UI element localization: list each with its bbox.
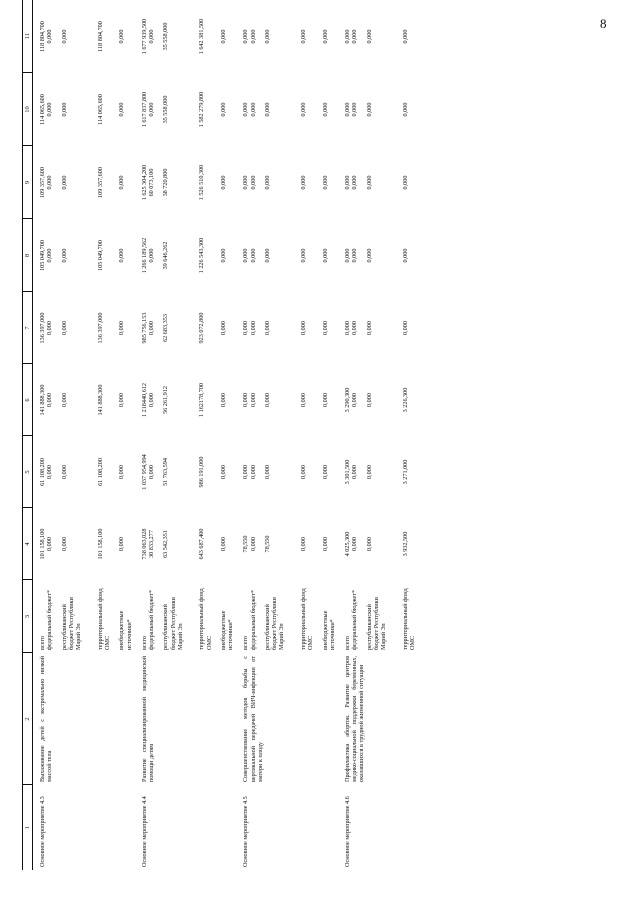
year-amounts [236,508,338,580]
amount-value: 62 683,353 [162,314,170,342]
year-amounts [135,219,237,292]
amount-value: 1 642 381,500 [198,18,206,55]
amount-value: 0,000 [118,175,126,190]
amount-value: 0,000 [263,248,271,263]
year-amounts [338,0,425,73]
amount-value: 0,000 [321,248,329,263]
amount-value: 0,000 [219,321,227,335]
amount-value: 0,000 [351,465,359,479]
amount-value: 0,000 [401,29,409,44]
amount-value: 141 888,300 [96,384,104,416]
year-amounts [33,73,135,146]
amount-value: 0,000 [60,248,68,263]
amount-value: 0,000 [351,321,359,335]
year-amounts [236,219,338,292]
amount-value: 0,000 [299,248,307,263]
amount-value: 0,000 [299,29,307,44]
amount-value: 0,000 [365,175,373,190]
table-row [338,0,425,870]
amount-value: 105 049,700 [39,240,47,271]
amount-value: 0,000 [118,465,126,479]
amount-value: 0,000 [118,29,126,44]
year-amounts [33,436,135,508]
amount-value: 1 162178,700 [198,382,206,418]
column-header: 7 [23,292,33,364]
amount-value: 109 357,600 [96,167,104,198]
amount-value: 0,000 [46,537,54,551]
year-amounts [338,364,425,436]
activity-code: Основное мероприятие 4.5 [242,796,250,867]
amount-value: 1 677 939,500 [140,18,148,55]
amount-value: 0,000 [60,465,68,479]
amount-value: 0,000 [249,102,257,117]
amount-value: 35 558,000 [162,95,170,124]
amount-value: 118 804,700 [96,21,104,52]
amount-value: 0,000 [299,175,307,190]
year-amounts [236,292,338,364]
column-header: 2 [23,653,33,785]
amount-value: 0,000 [299,537,307,551]
funding-source-label: всего [140,636,148,650]
amount-value: 0,000 [351,29,359,44]
amount-value: 114 065,600 [39,94,47,125]
column-header: 4 [23,508,33,580]
amount-value: 0,000 [351,102,359,117]
amount-value: 3 271,000 [401,459,409,485]
amount-value: 643 687,400 [198,528,206,560]
amount-value: 101 158,100 [96,528,104,560]
column-header: 5 [23,436,33,508]
year-amounts [33,0,135,73]
amount-value: 141 888,300 [39,384,47,416]
year-amounts [135,73,237,146]
amount-value: 56 261,912 [162,386,170,414]
amount-value: 0,000 [242,321,250,335]
amount-value: 1 617 837,800 [140,91,148,128]
amount-value: 0,000 [343,29,351,44]
funding-source-label: федеральный бюджет* [249,589,257,650]
amount-value: 0,000 [60,175,68,190]
amount-value: 1 037 954,994 [140,454,148,490]
amount-value: 0,000 [148,465,155,479]
amount-value: 0,000 [263,465,271,479]
amount-value: 0,000 [242,393,250,407]
column-header: 1 [23,785,33,870]
amount-value: 0,000 [321,321,329,335]
year-amounts [338,146,425,219]
amount-value: 0,000 [365,29,373,44]
amount-value: 0,000 [148,248,155,263]
funding-source-label: внебюджетные источники* [118,610,133,650]
year-amounts [338,73,425,146]
amount-value: 0,000 [321,465,329,479]
activity-code: Основное мероприятие 4.3 [39,796,47,867]
funding-source-label: федеральный бюджет* [351,589,359,650]
amount-value: 0,000 [263,393,271,407]
amount-value: 0,000 [343,248,351,263]
amount-value: 0,000 [365,537,373,551]
activity-code: Основное мероприятие 4.6 [343,796,351,867]
amount-value: 101 158,100 [39,528,47,560]
amount-value: 0,000 [242,29,250,44]
amount-value: 0,000 [365,248,373,263]
amount-value: 1 226 543,300 [198,237,206,274]
year-amounts [33,292,135,364]
amount-value: 109 357,600 [39,167,47,198]
funding-source-label: всего [242,636,250,650]
amount-value: 0,000 [249,537,257,551]
amount-value: 1 218440,612 [140,382,148,418]
amount-value: 0,000 [219,175,227,190]
amount-value: 30 833,277 [148,530,155,558]
amount-value: 0,000 [118,321,126,335]
activity-code: Основное мероприятие 4.4 [140,796,148,867]
amount-value: 0,000 [46,393,54,407]
amount-value: 35 558,000 [162,22,170,51]
amount-value: 61 108,200 [96,458,104,486]
year-amounts [338,219,425,292]
year-amounts [33,364,135,436]
column-header: 9 [23,146,33,219]
year-amounts [135,436,237,508]
amount-value: 1 625 304,200 [140,164,148,201]
activity-description: Развитие специализированной медицинской помощи детям [140,656,155,782]
amount-value: 136 397,000 [96,312,104,344]
amount-value: 136 397,000 [39,312,47,344]
amount-value: 1 582 279,800 [198,91,206,128]
amount-value: 0,000 [299,102,307,117]
amount-value: 0,000 [321,29,329,44]
amount-value: 0,000 [321,393,329,407]
amount-value: 0,000 [351,393,359,407]
year-amounts [33,146,135,219]
column-header: 8 [23,219,33,292]
funding-sources [33,580,135,653]
amount-value: 0,000 [365,102,373,117]
funding-sources [338,580,425,653]
page-number: 8 [600,16,607,31]
column-header: 11 [23,0,33,73]
year-amounts [135,508,237,580]
amount-value: 0,000 [46,102,54,117]
amount-value: 0,000 [242,175,250,190]
amount-value: 3 301,500 [343,459,351,485]
column-number-row [23,0,33,870]
funding-source-label: внебюджетные источники* [321,610,336,650]
amount-value: 0,000 [263,102,271,117]
funding-source-label: территориальный фонд ОМС [96,588,111,650]
amount-value: 114 065,600 [96,94,104,125]
year-amounts [236,0,338,73]
amount-value: 3 290,300 [343,387,351,413]
amount-value: 0,000 [242,102,250,117]
funding-source-label: всего [343,636,351,650]
amount-value: 0,000 [365,393,373,407]
amount-value: 0,000 [351,248,359,263]
amount-value: 51 763,594 [162,458,170,486]
table-row [33,0,135,870]
funding-source-label: республиканский бюджет Республики Марий Эл [365,597,387,650]
amount-value: 0,000 [249,248,257,263]
amount-value: 0,000 [263,321,271,335]
year-amounts [338,508,425,580]
amount-value: 986 191,000 [198,456,206,488]
amount-value: 1 526 510,300 [198,164,206,201]
funding-source-label: федеральный бюджет* [148,589,155,650]
amount-value: 0,000 [60,393,68,407]
amount-value: 3 932,500 [401,531,409,557]
funding-sources [236,580,338,653]
amount-value: 0,000 [148,393,155,407]
activity-description: Выхаживание детей с экстремально низкой массой тела [39,656,54,782]
activity-description: Совершенствование методов борьбы с вертикальной передачей ВИЧ-инфекции от матери к плоду [242,656,264,782]
column-header: 6 [23,364,33,436]
column-header: 10 [23,73,33,146]
amount-value: 0,000 [249,393,257,407]
amount-value: 0,000 [343,102,351,117]
amount-value: 0,000 [219,248,227,263]
year-amounts [135,0,237,73]
amount-value: 0,000 [343,175,351,190]
year-amounts [338,436,425,508]
amount-value: 0,000 [46,29,54,44]
amount-value: 0,000 [46,321,54,335]
amount-value: 0,000 [118,102,126,117]
amount-value: 0,000 [401,321,409,335]
amount-value: 0,000 [249,175,257,190]
amount-value: 0,000 [219,465,227,479]
amount-value: 0,000 [118,248,126,263]
amount-value: 0,000 [219,29,227,44]
amount-value: 0,000 [365,321,373,335]
amount-value: 60 073,100 [148,168,155,197]
amount-value: 0,000 [401,102,409,117]
amount-value: 0,000 [242,465,250,479]
amount-value: 0,000 [60,29,68,44]
amount-value: 985 756,153 [140,312,148,344]
table-row [135,0,237,870]
year-amounts [33,219,135,292]
amount-value: 0,000 [321,537,329,551]
amount-value: 0,000 [249,29,257,44]
funding-source-label: внебюджетные источники* [219,610,235,650]
amount-value: 118 804,700 [39,21,47,52]
year-amounts [338,292,425,364]
amount-value: 78,550 [242,535,250,553]
amount-value: 105 049,700 [96,240,104,271]
amount-value: 0,000 [148,321,155,335]
year-amounts [236,146,338,219]
amount-value: 0,000 [60,537,68,551]
amount-value: 0,000 [365,465,373,479]
amount-value: 0,000 [118,537,126,551]
rotated-table-container [22,0,612,870]
amount-value: 0,000 [351,537,359,551]
amount-value: 0,000 [401,175,409,190]
amount-value: 0,000 [401,248,409,263]
amount-value: 738 063,028 [140,528,148,560]
amount-value: 0,000 [46,465,54,479]
year-amounts [236,73,338,146]
amount-value: 0,000 [46,175,54,190]
year-amounts [135,146,237,219]
year-amounts [236,364,338,436]
year-amounts [33,508,135,580]
amount-value: 0,000 [321,175,329,190]
amount-value: 0,000 [263,175,271,190]
budget-table [22,0,425,870]
year-amounts [236,436,338,508]
amount-value: 0,000 [343,321,351,335]
amount-value: 0,000 [299,321,307,335]
amount-value: 0,000 [321,102,329,117]
activity-description: Профилактика абортов. Развитие центров медико-социальной поддержки беременных, оказавшихся в трудной жизненной ситуации [343,656,366,782]
amount-value: 0,000 [219,537,227,551]
amount-value: 61 108,200 [39,458,47,486]
amount-value: 0,000 [249,321,257,335]
amount-value: 0,000 [242,248,250,263]
column-header: 3 [23,580,33,653]
year-amounts [135,292,237,364]
amount-value: 0,000 [299,393,307,407]
amount-value: 0,000 [46,248,54,263]
amount-value: 78,550 [263,535,271,553]
funding-source-label: всего [39,636,47,650]
amount-value: 38 720,800 [162,168,170,197]
amount-value: 63 542,351 [162,530,170,558]
amount-value: 0,000 [148,102,155,117]
funding-source-label: территориальный фонд ОМС [299,588,315,650]
amount-value: 0,000 [60,102,68,117]
amount-value: 3 226,300 [401,387,409,413]
funding-sources [135,580,237,653]
amount-value: 39 646,262 [162,241,170,270]
funding-source-label: федеральный бюджет* [46,589,54,650]
amount-value: 0,000 [118,393,126,407]
amount-value: 4 025,300 [343,531,351,557]
table-row [236,0,338,870]
funding-source-label: территориальный фонд ОМС [198,588,213,650]
amount-value: 0,000 [148,29,155,44]
amount-value: 0,000 [263,29,271,44]
amount-value: 0,000 [219,393,227,407]
funding-source-label: республиканский бюджет Республики Марий Эл [60,597,83,650]
amount-value: 0,000 [351,175,359,190]
funding-source-label: территориальный фонд ОМС [401,588,416,650]
amount-value: 0,000 [60,321,68,335]
amount-value: 0,000 [219,102,227,117]
amount-value: 0,000 [299,465,307,479]
amount-value: 923 072,800 [198,312,206,344]
year-amounts [135,364,237,436]
amount-value: 1 266 189,562 [140,237,148,274]
amount-value: 0,000 [249,465,257,479]
funding-source-label: республиканский бюджет Республики Марий Эл [162,597,184,650]
funding-source-label: республиканский бюджет Республики Марий Эл [263,597,286,650]
